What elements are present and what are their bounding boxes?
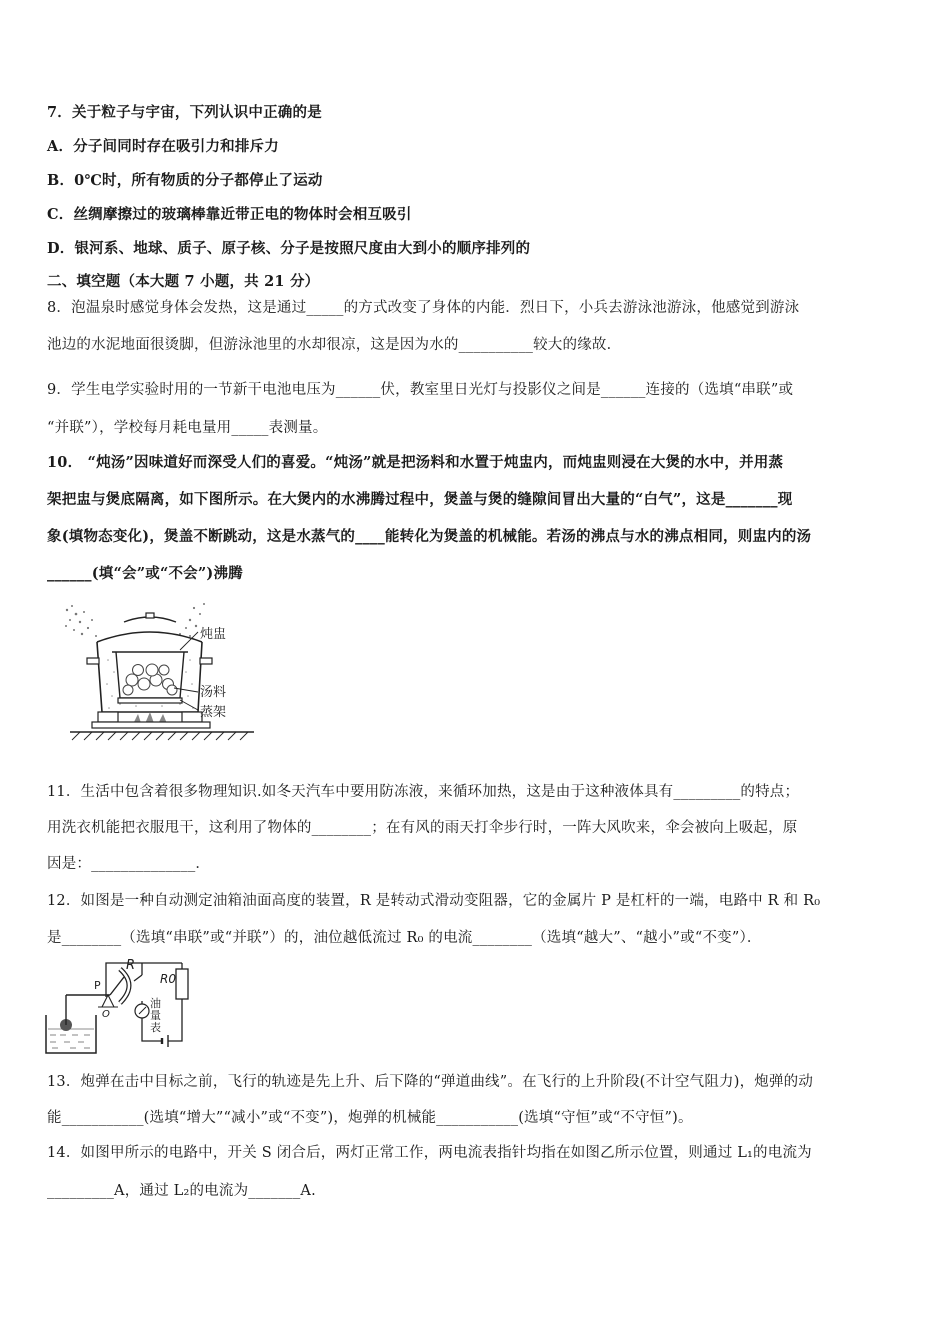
fuel-tank — [46, 1015, 96, 1053]
label-o: O — [102, 1009, 110, 1020]
q8-line-2: 池边的水泥地面很烫脚，但游泳池里的水却很凉，这是因为水的__________较大的缘故． — [47, 337, 622, 353]
q14-line-1: 14．如图甲所示的电路中，开关 S 闭合后，两灯正常工作，两电流表指针均指在如图乙所示位置，则通过 L₁的电流为 — [47, 1145, 812, 1161]
handle-right — [200, 658, 212, 664]
meter-label-1: 油 — [150, 997, 161, 1010]
stew-pot-figure — [62, 600, 258, 748]
q9-line-1: 9．学生电学实验时用的一节新干电池电压为______伏，教室里日光灯与投影仪之间是______连接的（选填“串联”或 — [47, 382, 794, 398]
q7-option-d: D．银河系、地球、质子、原子核、分子是按照尺度由大到小的顺序排列的 — [47, 240, 531, 257]
q12-line-1: 12．如图是一种自动测定油箱油面高度的装置，R 是转动式滑动变阻器，它的金属片 P 是杠杆的一端，电路中 R 和 R₀ — [47, 893, 821, 909]
q11-line-2: 用洗衣机能把衣服甩干，这利用了物体的________；在有风的雨天打伞步行时，一阵大风吹来，伞会被向上吸起，原 — [47, 820, 798, 836]
fuel-liquid — [48, 1029, 94, 1048]
q9-line-2: “并联”），学校每月耗电量用_____表测量。 — [47, 420, 328, 436]
q11-line-3: 因是：______________． — [47, 856, 211, 872]
stove — [92, 722, 210, 728]
q7-option-a: A．分子间同时存在吸引力和排斥力 — [47, 138, 279, 155]
q7-stem: 7．关于粒子与宇宙，下列认识中正确的是 — [47, 104, 322, 121]
lid-knob — [146, 613, 154, 618]
label-r: R — [126, 958, 136, 973]
steam-left — [65, 605, 97, 637]
section-heading: 二、填空题（本大题 7 小题，共 21 分） — [47, 273, 320, 290]
pivot — [102, 995, 114, 1007]
label-tangliao: 汤料 — [200, 685, 227, 700]
q10-line-4: ______(填“会”或“不会”)沸腾 — [47, 565, 243, 582]
meter-label-2: 量 — [150, 1009, 161, 1022]
label-zhengjia: 蒸架 — [200, 705, 227, 720]
q13-line-1: 13．炮弹在击中目标之前，飞行的轨迹是先上升、后下降的“弹道曲线”。在飞行的上升阶段(不计空气阻力)，炮弹的动 — [47, 1074, 814, 1090]
label-p: P — [94, 979, 101, 992]
q11-line-1: 11．生活中包含着很多物理知识.如冬天汽车中要用防冻液，来循环加热，这是由于这种液体具有_________的特点； — [47, 784, 800, 800]
meter-label-3: 表 — [150, 1021, 161, 1034]
steamer-rack — [118, 698, 182, 703]
q10-line-1: 10． “炖汤”因味道好而深受人们的喜爱。“炖汤”就是把汤料和水置于炖盅内，而炖盅则浸在大煲的水中，并用蒸 — [47, 454, 784, 471]
q7-option-c: C．丝绸摩擦过的玻璃棒靠近带正电的物体时会相互吸引 — [47, 206, 412, 223]
q13-line-2: 能___________(选填“增大”“减小”或“不变”)，炮弹的机械能___________(选填“守恒”或“不守恒”)。 — [47, 1110, 693, 1126]
label-r0: R0 — [160, 972, 176, 986]
fuel-gauge-circuit-figure — [42, 955, 202, 1059]
q7-option-b: B．0℃时，所有物质的分子都停止了运动 — [47, 172, 323, 189]
ground-hatch — [72, 732, 248, 740]
q14-line-2: _________A，通过 L₂的电流为_______A. — [47, 1183, 316, 1199]
q8-line-1: 8．泡温泉时感觉身体会发热，这是通过_____的方式改变了身体的内能．烈日下，小兵去游泳池游泳，他感觉到游泳 — [47, 300, 800, 316]
q10-line-3: 象(填物态变化)，煲盖不断跳动，这是水蒸气的____能转化为煲盖的机械能。若汤的沸点与水的沸点相同，则盅内的汤 — [47, 528, 812, 545]
resistor-r0 — [176, 969, 188, 999]
q12-line-2: 是________（选填“串联”或“并联”）的，油位越低流过 R₀ 的电流________（选填“越大”、“越小”或“不变”）． — [47, 930, 762, 946]
handle-left — [87, 658, 99, 664]
label-dunzhong: 炖盅 — [200, 627, 227, 642]
q10-line-2: 架把盅与煲底隔离，如下图所示。在大煲内的水沸腾过程中，煲盖与煲的缝隙间冒出大量的“白气”，这是_______现 — [47, 491, 793, 508]
